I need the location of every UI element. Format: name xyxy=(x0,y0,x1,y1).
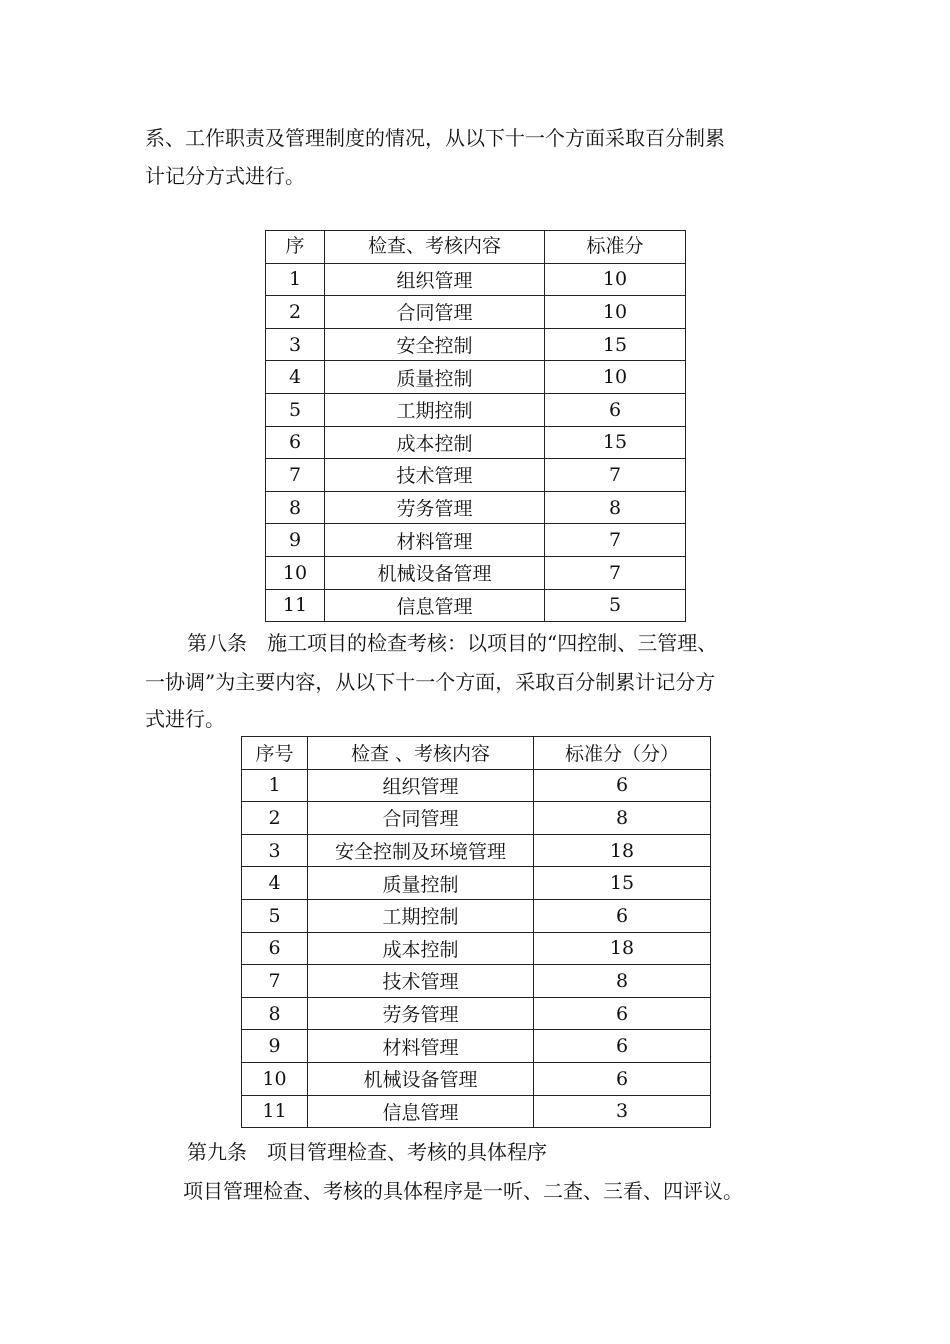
cell-index: 4 xyxy=(266,361,325,394)
cell-content: 组织管理 xyxy=(325,263,545,296)
cell-index: 1 xyxy=(266,263,325,296)
cell-index: 2 xyxy=(242,802,308,835)
cell-score: 6 xyxy=(545,393,686,426)
header-cell-content: 检查 、考核内容 xyxy=(308,737,534,770)
cell-content: 工期控制 xyxy=(325,393,545,426)
cell-content: 成本控制 xyxy=(325,426,545,459)
cell-content: 安全控制及环境管理 xyxy=(308,834,534,867)
score-table-1 xyxy=(265,230,686,622)
cell-score: 7 xyxy=(545,459,686,492)
cell-score: 6 xyxy=(534,769,711,802)
cell-content: 技术管理 xyxy=(308,965,534,998)
table-row xyxy=(242,932,711,965)
cell-score: 6 xyxy=(534,1062,711,1095)
header-cell-index: 序 xyxy=(266,231,325,264)
table-row xyxy=(242,867,711,900)
cell-index: 10 xyxy=(266,556,325,589)
cell-index: 3 xyxy=(242,834,308,867)
table-row xyxy=(242,1062,711,1095)
table-header-row xyxy=(266,231,686,264)
cell-score: 8 xyxy=(534,965,711,998)
cell-score: 7 xyxy=(545,556,686,589)
cell-score: 10 xyxy=(545,361,686,394)
table-row xyxy=(242,802,711,835)
score-table-2 xyxy=(241,736,711,1128)
article8-line-1: 第八条 施工项目的检查考核：以项目的“四控制、三管理、 xyxy=(187,631,718,655)
table-row xyxy=(242,1095,711,1128)
cell-content: 质量控制 xyxy=(308,867,534,900)
cell-index: 11 xyxy=(242,1095,308,1128)
cell-score: 18 xyxy=(534,834,711,867)
cell-content: 机械设备管理 xyxy=(308,1062,534,1095)
cell-content: 信息管理 xyxy=(308,1095,534,1128)
cell-index: 3 xyxy=(266,328,325,361)
table-header-row xyxy=(242,737,711,770)
cell-score: 15 xyxy=(534,867,711,900)
article8-line-3: 式进行。 xyxy=(145,707,225,731)
cell-content: 技术管理 xyxy=(325,459,545,492)
cell-score: 10 xyxy=(545,296,686,329)
article9-heading: 第九条 项目管理检查、考核的具体程序 xyxy=(187,1140,547,1164)
cell-index: 7 xyxy=(242,965,308,998)
header-cell-content: 检查、考核内容 xyxy=(325,231,545,264)
cell-score: 8 xyxy=(534,802,711,835)
cell-index: 8 xyxy=(242,997,308,1030)
cell-content: 劳务管理 xyxy=(308,997,534,1030)
table-row xyxy=(266,263,686,296)
header-cell-score: 标准分（分） xyxy=(534,737,711,770)
cell-index: 6 xyxy=(242,932,308,965)
cell-score: 6 xyxy=(534,1030,711,1063)
table-row xyxy=(266,556,686,589)
cell-index: 6 xyxy=(266,426,325,459)
cell-score: 6 xyxy=(534,899,711,932)
cell-score: 5 xyxy=(545,589,686,622)
cell-index: 11 xyxy=(266,589,325,622)
table-row xyxy=(242,834,711,867)
cell-index: 9 xyxy=(242,1030,308,1063)
cell-index: 5 xyxy=(266,393,325,426)
cell-score: 10 xyxy=(545,263,686,296)
header-cell-score: 标准分 xyxy=(545,231,686,264)
intro-line-1: 系、工作职责及管理制度的情况，从以下十一个方面采取百分制累 xyxy=(145,126,725,150)
cell-index: 10 xyxy=(242,1062,308,1095)
cell-score: 6 xyxy=(534,997,711,1030)
cell-score: 15 xyxy=(545,426,686,459)
cell-content: 成本控制 xyxy=(308,932,534,965)
intro-line-2: 计记分方式进行。 xyxy=(145,164,305,188)
table-row xyxy=(242,769,711,802)
cell-index: 5 xyxy=(242,899,308,932)
cell-content: 材料管理 xyxy=(325,524,545,557)
table-row xyxy=(266,589,686,622)
cell-content: 信息管理 xyxy=(325,589,545,622)
cell-content: 合同管理 xyxy=(325,296,545,329)
table-row xyxy=(266,361,686,394)
cell-content: 工期控制 xyxy=(308,899,534,932)
cell-index: 4 xyxy=(242,867,308,900)
table-row xyxy=(242,965,711,998)
table-row xyxy=(266,491,686,524)
cell-index: 9 xyxy=(266,524,325,557)
cell-index: 8 xyxy=(266,491,325,524)
cell-content: 合同管理 xyxy=(308,802,534,835)
cell-index: 7 xyxy=(266,459,325,492)
cell-content: 组织管理 xyxy=(308,769,534,802)
cell-content: 质量控制 xyxy=(325,361,545,394)
cell-score: 3 xyxy=(534,1095,711,1128)
cell-score: 8 xyxy=(545,491,686,524)
cell-score: 15 xyxy=(545,328,686,361)
table-row xyxy=(266,328,686,361)
table-row xyxy=(266,393,686,426)
table-row xyxy=(266,426,686,459)
header-cell-index: 序号 xyxy=(242,737,308,770)
table-row xyxy=(266,459,686,492)
article9-body: 项目管理检查、考核的具体程序是一听、二查、三看、四评议。 xyxy=(183,1179,743,1203)
table-row xyxy=(266,524,686,557)
table-row xyxy=(242,1030,711,1063)
cell-content: 机械设备管理 xyxy=(325,556,545,589)
cell-content: 材料管理 xyxy=(308,1030,534,1063)
article8-line-2: 一协调”为主要内容，从以下十一个方面，采取百分制累计记分方 xyxy=(145,670,716,694)
table-row xyxy=(242,899,711,932)
cell-index: 1 xyxy=(242,769,308,802)
cell-content: 劳务管理 xyxy=(325,491,545,524)
cell-score: 7 xyxy=(545,524,686,557)
cell-score: 18 xyxy=(534,932,711,965)
table-row xyxy=(242,997,711,1030)
cell-content: 安全控制 xyxy=(325,328,545,361)
cell-index: 2 xyxy=(266,296,325,329)
table-row xyxy=(266,296,686,329)
